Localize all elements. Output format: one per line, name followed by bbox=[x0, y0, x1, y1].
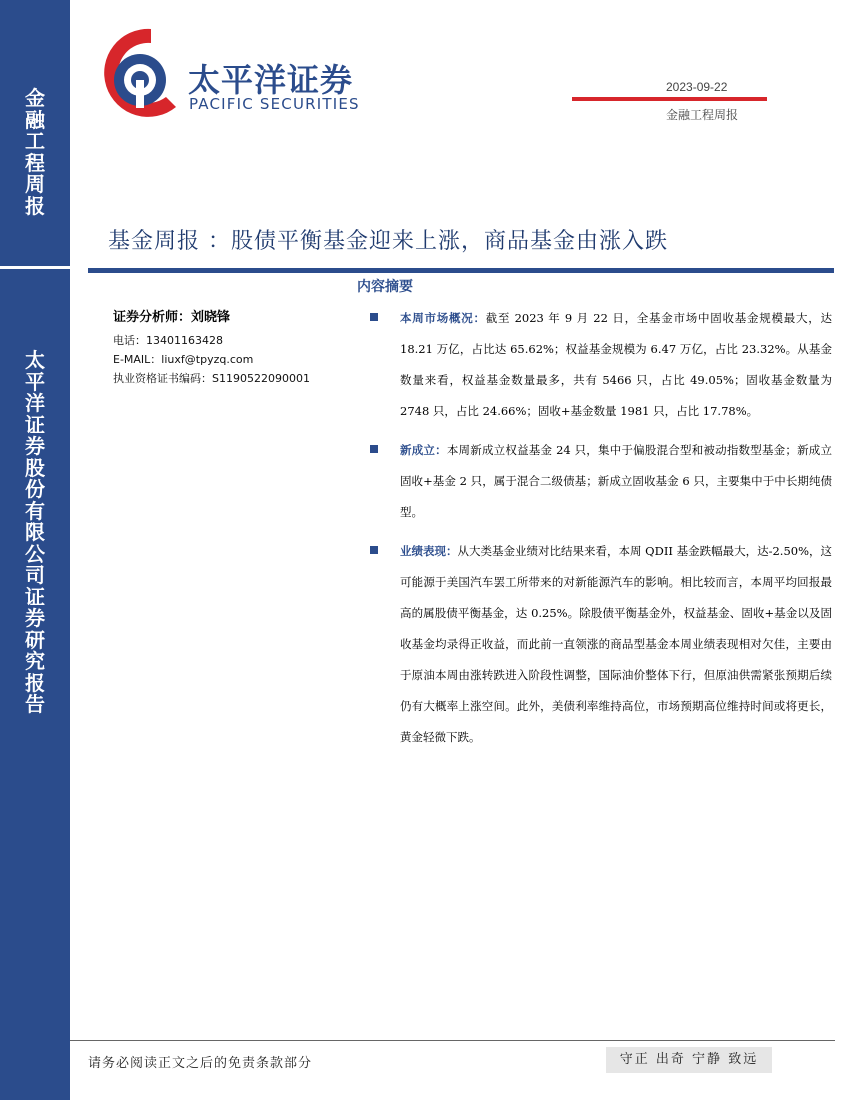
header-accent-rule bbox=[572, 97, 767, 101]
company-logo bbox=[96, 25, 371, 125]
title-rule bbox=[88, 268, 834, 273]
logo-chinese-name: 太平洋证券 bbox=[188, 61, 354, 99]
header-report-type: 金融工程周报 bbox=[666, 108, 739, 122]
bullet-square-icon bbox=[370, 546, 378, 554]
logo-english-name: PACIFIC SECURITIES bbox=[189, 95, 360, 113]
report-title: 基金周报 ：股债平衡基金迎来上涨，商品基金由涨入跌 bbox=[108, 229, 668, 254]
analyst-name: 证券分析师：刘晓锋 bbox=[113, 310, 231, 325]
sidebar-company-name: 太 平 洋 证 券 股 份 有 限 公 司 证 券 研 究 报 告 bbox=[25, 348, 45, 716]
left-sidebar bbox=[0, 0, 70, 1100]
bullet-label: 业绩表现： bbox=[400, 544, 458, 558]
sidebar-report-type: 金 融 工 程 周 报 bbox=[25, 86, 45, 218]
bullet-text: 本周新成立权益基金 24 只，集中于偏股混合型和被动指数型基金；新成立固收+基金 2 只，属于混合二级债基；新成立固收基金 6 只，主要集中于中长期纯债型。 bbox=[400, 443, 832, 519]
analyst-email: E-MAIL：liuxf@tpyzq.com bbox=[113, 353, 254, 366]
analyst-phone: 电话：13401163428 bbox=[113, 334, 223, 347]
bullet-label: 本周市场概况： bbox=[400, 311, 486, 325]
abstract-bullets bbox=[370, 303, 832, 761]
abstract-heading: 内容摘要 bbox=[357, 279, 413, 295]
footer-rule bbox=[70, 1040, 835, 1041]
bullet-market-overview bbox=[370, 303, 832, 427]
analyst-info bbox=[113, 306, 358, 388]
sidebar-divider bbox=[0, 266, 70, 269]
analyst-license: 执业资格证书编码：S1190522090001 bbox=[113, 372, 310, 385]
footer-motto: 守正 出奇 宁静 致远 bbox=[606, 1047, 772, 1073]
footer-disclaimer: 请务必阅读正文之后的免责条款部分 bbox=[88, 1056, 313, 1071]
bullet-square-icon bbox=[370, 313, 378, 321]
bullet-text: 截至 2023 年 9 月 22 日，全基金市场中固收基金规模最大，达 18.21 万亿，占比达 65.62%；权益基金规模为 6.47 万亿，占比 23.32%。从基金数量来看，权益基金数量最多，共有 5466 只，占比 49.05%；固收基金数量为 2748 只，占比 24.66%；固收+基金数量 1981 只，占比 17.78%。 bbox=[400, 311, 832, 418]
report-date: 2023-09-22 bbox=[666, 80, 728, 94]
bullet-label: 新成立： bbox=[400, 443, 447, 457]
bullet-text: 从大类基金业绩对比结果来看，本周 QDII 基金跌幅最大，达-2.50%，这可能源于美国汽车罢工所带来的对新能源汽车的影响。相比较而言，本周平均回报最高的属股债平衡基金，达 0.25%。除股债平衡基金外，权益基金、固收+基金以及固收基金均录得正收益，而此前一直领涨的商品型基金本周业绩表现相对欠佳，主要由于原油本周由涨转跌进入阶段性调整，国际油价整体下行，但原油供需紧张预期后续仍有大概率上涨空间。此外，美债利率维持高位，市场预期高位维持时间或将更长，黄金轻微下跌。 bbox=[400, 544, 833, 744]
bullet-new-funds bbox=[370, 435, 832, 528]
logo-emblem-icon bbox=[96, 25, 186, 125]
bullet-square-icon bbox=[370, 445, 378, 453]
bullet-performance bbox=[370, 536, 832, 753]
